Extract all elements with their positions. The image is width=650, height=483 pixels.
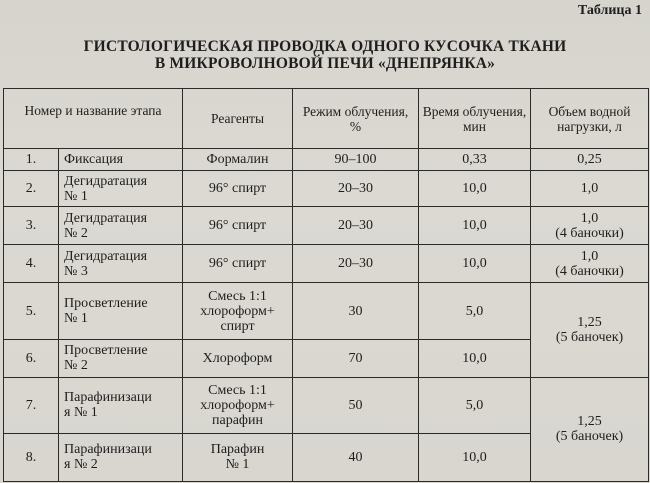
row-number: 6. bbox=[4, 339, 59, 377]
reagent-cell: 96° спирт bbox=[183, 171, 293, 207]
mode-cell: 20–30 bbox=[293, 207, 419, 245]
stage-name: Фиксация bbox=[59, 149, 183, 171]
table-row bbox=[4, 207, 649, 245]
table-label: Таблица 1 bbox=[577, 3, 642, 18]
time-cell: 10,0 bbox=[419, 245, 531, 283]
table-title-line1: ГИСТОЛОГИЧЕСКАЯ ПРОВОДКА ОДНОГО КУСОЧКА ТКАНИ bbox=[83, 38, 567, 55]
stage-name: Парафинизаци я № 2 bbox=[59, 433, 183, 481]
table-row bbox=[4, 245, 649, 283]
volume-cell: 0,25 bbox=[531, 149, 649, 171]
header-volume: Объем водной нагрузки, л bbox=[531, 89, 649, 149]
table-row bbox=[4, 283, 649, 339]
volume-cell: 1,0 (4 баночки) bbox=[531, 207, 649, 245]
mode-cell: 20–30 bbox=[293, 171, 419, 207]
reagent-cell: 96° спирт bbox=[183, 245, 293, 283]
time-cell: 10,0 bbox=[419, 433, 531, 481]
time-cell: 0,33 bbox=[419, 149, 531, 171]
header-reagents: Реагенты bbox=[183, 89, 293, 149]
row-number: 1. bbox=[4, 149, 59, 171]
mode-cell: 90–100 bbox=[293, 149, 419, 171]
mode-cell: 20–30 bbox=[293, 245, 419, 283]
stage-name: Просветление № 1 bbox=[59, 283, 183, 339]
header-time: Время облучения, мин bbox=[419, 89, 531, 149]
time-cell: 10,0 bbox=[419, 207, 531, 245]
reagent-cell: Смесь 1:1 хлороформ+ спирт bbox=[183, 283, 293, 339]
stage-name: Парафинизаци я № 1 bbox=[59, 377, 183, 433]
stage-name: Просветление № 2 bbox=[59, 339, 183, 377]
volume-cell: 1,0 bbox=[531, 171, 649, 207]
header-row bbox=[4, 89, 649, 149]
row-number: 3. bbox=[4, 207, 59, 245]
mode-cell: 70 bbox=[293, 339, 419, 377]
volume-cell: 1,0 (4 баночки) bbox=[531, 245, 649, 283]
reagent-cell: Смесь 1:1 хлороформ+ парафин bbox=[183, 377, 293, 433]
header-stage: Номер и название этапа bbox=[4, 89, 183, 149]
row-number: 4. bbox=[4, 245, 59, 283]
mode-cell: 40 bbox=[293, 433, 419, 481]
header-mode: Режим облучения, % bbox=[293, 89, 419, 149]
row-number: 2. bbox=[4, 171, 59, 207]
time-cell: 5,0 bbox=[419, 377, 531, 433]
row-number: 5. bbox=[4, 283, 59, 339]
reagent-cell: Хлороформ bbox=[183, 339, 293, 377]
reagent-cell: Формалин bbox=[183, 149, 293, 171]
table-row bbox=[4, 171, 649, 207]
reagent-cell: 96° спирт bbox=[183, 207, 293, 245]
volume-cell: 1,25 (5 баночек) bbox=[531, 377, 649, 481]
reagent-cell: Парафин № 1 bbox=[183, 433, 293, 481]
table-title-line2: В МИКРОВОЛНОВОЙ ПЕЧИ «ДНЕПРЯНКА» bbox=[154, 55, 496, 72]
time-cell: 10,0 bbox=[419, 171, 531, 207]
time-cell: 10,0 bbox=[419, 339, 531, 377]
table-row bbox=[4, 377, 649, 433]
stage-name: Дегидратация № 3 bbox=[59, 245, 183, 283]
stage-name: Дегидратация № 2 bbox=[59, 207, 183, 245]
mode-cell: 30 bbox=[293, 283, 419, 339]
mode-cell: 50 bbox=[293, 377, 419, 433]
time-cell: 5,0 bbox=[419, 283, 531, 339]
volume-cell: 1,25 (5 баночек) bbox=[531, 283, 649, 377]
row-number: 8. bbox=[4, 433, 59, 481]
protocol-table bbox=[3, 88, 649, 482]
table-row bbox=[4, 149, 649, 171]
row-number: 7. bbox=[4, 377, 59, 433]
stage-name: Дегидратация № 1 bbox=[59, 171, 183, 207]
